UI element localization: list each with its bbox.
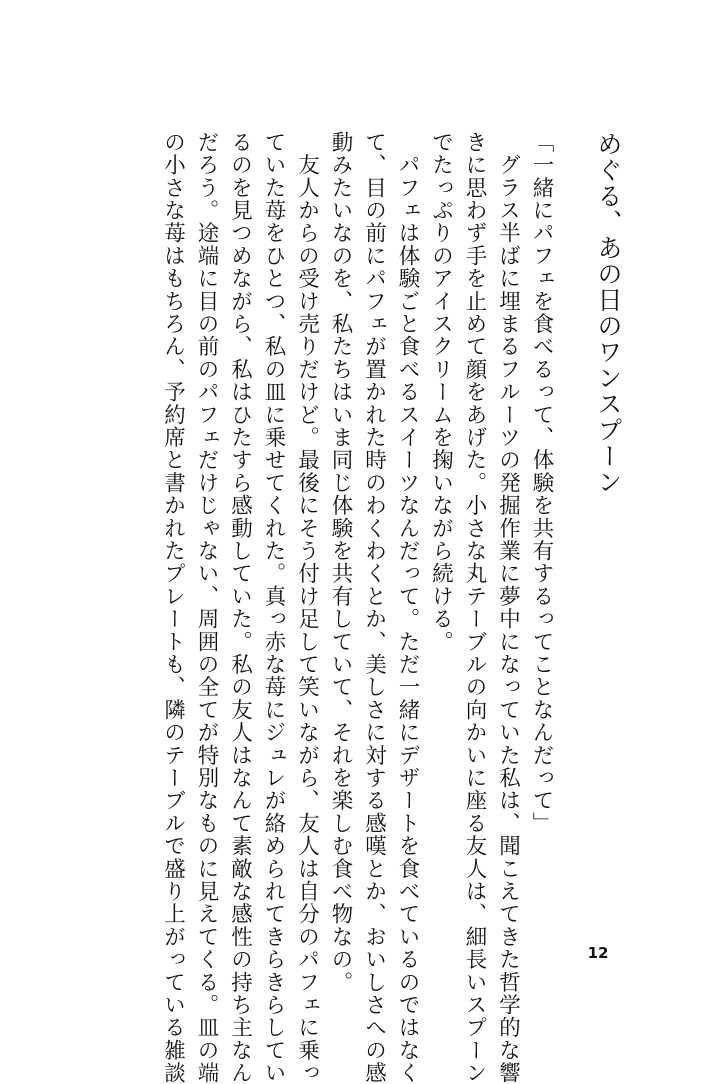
text-line: ていた苺をひとつ、私の皿に乗せてくれた。真っ赤な苺にジュレが絡められてきらきらしてい [261,131,286,1084]
text-line: 動みたいなのを、私たちはいま同じ体験を共有していて、それを楽しむ食べ物なの。 [328,131,353,994]
text-line: て、目の前にパフェが置かれた時のわくわくとか、美しさに対する感嘆とか、おいしさへの感 [361,131,387,1084]
text-line: の小さな苺はもちろん、予約席と書かれたプレートも、隣のテーブルで盛り上がっている雑談 [160,131,186,1084]
text-line: グラス半ばに埋まるフルーツの発掘作業に夢中になっていた私は、聞こえてきた哲学的な響 [495,131,521,1084]
text-line: パフェは体験ごと食べるスイーツなんだって。ただ一緒にデザートを食べているのではなく [395,131,420,1084]
page-number: 12 [587,944,609,962]
chapter-title: めぐる、あの日のワンスプーン [594,131,623,495]
text-line: でたっぷりのアイスクリームを掬いながら続ける。 [428,131,454,654]
text-line: 「一緒にパフェを食べるって、体験を共有するってことなんだって」 [529,131,554,835]
body-text [138,131,558,1084]
text-line: 友人からの受け売りだけど。最後にそう付け足して笑いながら、友人は自分のパフェに乗っ [294,131,320,1084]
text-line: だろう。途端に目の前のパフェだけじゃない、周囲の全てが特別なものに見えてくる。皿の端 [194,131,219,1084]
text-line: るのを見つめながら、私はひたすら感動していた。私の友人はなんて素敵な感性の持ち主なん [227,131,253,1084]
text-line: きに思わず手を止めて顔をあげた。小さな丸テーブルの向かいに座る友人は、細長いスプーン [462,131,487,1084]
